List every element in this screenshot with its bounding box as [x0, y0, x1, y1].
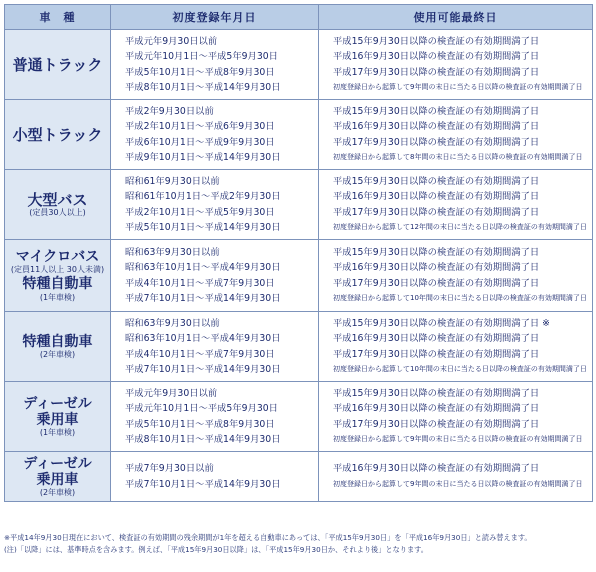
registration-period: 昭和63年9月30日以前 [125, 246, 220, 258]
vehicle-note: (定員30人以上) [29, 208, 86, 217]
registration-period: 平成7年10月1日～平成14年9月30日 [125, 478, 281, 490]
registration-period: 平成9年10月1日～平成14年9月30日 [125, 152, 281, 163]
vehicle-name: 大型バス [27, 191, 88, 209]
vehicle-sub-name: 乗用車 [36, 472, 79, 488]
final-usable-date: 平成17年9月30日以降の検査証の有効期間満了日 [333, 206, 540, 218]
table-row [5, 452, 593, 502]
final-usable-date: 初度登録日から起算して9年間の末日に当たる日以降の検査証の有効期間満了日 [333, 479, 583, 488]
registration-period: 昭和63年10月1日～平成4年9月30日 [125, 333, 281, 344]
registration-period: 平成2年10月1日～平成6年9月30日 [125, 121, 275, 132]
vehicle-name: 普通トラック [12, 55, 103, 74]
table-header-row [5, 5, 593, 30]
footnote-definition: (注)「以降」には、基準時点を含みます。例えば、「平成15年9月30日以降」は、「平成15年9月30日か、それより後」となります。 [4, 545, 428, 554]
final-usable-date: 平成17年9月30日以降の検査証の有効期間満了日 [333, 348, 540, 360]
final-usable-date: 平成17年9月30日以降の検査証の有効期間満了日 [333, 136, 540, 148]
vehicle-name: 小型トラック [12, 125, 103, 144]
registration-cell [111, 312, 319, 382]
final-usable-date: 平成16年9月30日以降の検査証の有効期間満了日 [333, 262, 540, 273]
registration-period: 平成8年10月1日～平成14年9月30日 [125, 434, 281, 445]
registration-period: 平成5年10月1日～平成8年9月30日 [125, 418, 275, 430]
registration-period: 平成6年10月1日～平成9年9月30日 [125, 136, 275, 148]
final-usable-date: 平成15年9月30日以降の検査証の有効期間満了日 [333, 35, 540, 47]
vehicle-cell [5, 30, 111, 100]
table-row [5, 170, 593, 240]
vehicle-cell [5, 452, 111, 502]
final-usable-date: 初度登録日から起算して9年間の末日に当たる日以降の検査証の有効期間満了日 [333, 435, 583, 443]
final-usable-date: 平成16年9月30日以降の検査証の有効期間満了日 [333, 51, 540, 62]
final-usable-date: 平成17年9月30日以降の検査証の有効期間満了日 [333, 66, 540, 78]
registration-period: 平成5年10月1日～平成14年9月30日 [125, 222, 281, 233]
vehicle-sub-name: 乗用車 [36, 412, 79, 428]
vehicle-cell [5, 312, 111, 382]
final-usable-date: 初度登録日から起算して10年間の末日に当たる日以降の検査証の有効期間満了日 [333, 294, 587, 302]
table-row [5, 30, 593, 100]
vehicle-cell [5, 170, 111, 240]
registration-cell [111, 170, 319, 240]
vehicle-cell [5, 382, 111, 452]
registration-period: 平成元年9月30日以前 [125, 387, 218, 399]
table-row [5, 382, 593, 452]
final-usable-date: 初度登録日から起算して9年間の末日に当たる日以降の検査証の有効期間満了日 [333, 83, 583, 91]
final-date-cell [319, 382, 593, 452]
final-usable-date: 平成15年9月30日以降の検査証の有効期間満了日 [333, 387, 540, 399]
vehicle-sub-note: (1年車検) [39, 293, 76, 302]
registration-period: 平成元年9月30日以前 [125, 35, 218, 47]
registration-cell [111, 30, 319, 100]
footnotes [4, 532, 592, 556]
registration-period: 平成2年9月30日以前 [125, 105, 214, 117]
final-usable-date: 平成15年9月30日以降の検査証の有効期間満了日 [333, 175, 540, 187]
final-usable-date: 平成15年9月30日以降の検査証の有効期間満了日 ※ [333, 317, 550, 329]
final-usable-date: 平成16年9月30日以降の検査証の有効期間満了日 [333, 403, 540, 414]
final-usable-date: 平成15年9月30日以降の検査証の有効期間満了日 [333, 246, 540, 258]
registration-period: 昭和63年10月1日～平成4年9月30日 [125, 262, 281, 273]
vehicle-name: ディーゼル [23, 396, 92, 412]
registration-period: 平成8年10月1日～平成14年9月30日 [125, 82, 281, 93]
registration-cell [111, 452, 319, 502]
registration-cell [111, 100, 319, 170]
footnote-asterisk: ※平成14年9月30日現在において、検査証の有効期間の残余期間が1年を超える自動車にあっては、「平成15年9月30日」を「平成16年9月30日」と読み替えます。 [4, 533, 532, 542]
registration-period: 平成2年10月1日～平成5年9月30日 [125, 206, 275, 218]
registration-cell [111, 240, 319, 312]
registration-period: 平成7年9月30日以前 [125, 463, 214, 474]
final-usable-date: 平成15年9月30日以降の検査証の有効期間満了日 [333, 105, 540, 117]
vehicle-cell [5, 240, 111, 312]
final-date-cell [319, 240, 593, 312]
final-usable-date: 平成17年9月30日以降の検査証の有効期間満了日 [333, 277, 540, 289]
header-registration-date: 初度登録年月日 [111, 5, 319, 30]
final-usable-date: 平成16年9月30日以降の検査証の有効期間満了日 [333, 333, 540, 344]
final-usable-date: 初度登録日から起算して8年間の末日に当たる日以降の検査証の有効期間満了日 [333, 153, 583, 161]
vehicle-deadline-table-container [4, 4, 592, 502]
header-final-usable-date: 使用可能最終日 [319, 5, 593, 30]
table-row [5, 240, 593, 312]
final-usable-date: 平成16年9月30日以降の検査証の有効期間満了日 [333, 463, 540, 474]
registration-period: 平成元年10月1日～平成5年9月30日 [125, 403, 278, 414]
vehicle-note: (2年車検) [39, 350, 76, 359]
header-vehicle-type: 車 種 [5, 5, 111, 30]
registration-period: 平成4年10月1日～平成7年9月30日 [125, 277, 275, 289]
final-usable-date: 平成16年9月30日以降の検査証の有効期間満了日 [333, 121, 540, 132]
vehicle-deadline-table [4, 4, 593, 502]
registration-period: 平成7年10月1日～平成14年9月30日 [125, 293, 281, 304]
final-usable-date: 平成17年9月30日以降の検査証の有効期間満了日 [333, 418, 540, 430]
registration-period: 平成4年10月1日～平成7年9月30日 [125, 348, 275, 360]
final-date-cell [319, 100, 593, 170]
table-row [5, 100, 593, 170]
vehicle-sub-note: (2年車検) [39, 488, 76, 497]
registration-period: 平成5年10月1日～平成8年9月30日 [125, 66, 275, 78]
registration-period: 昭和61年9月30日以前 [125, 175, 220, 187]
final-usable-date: 初度登録日から起算して12年間の末日に当たる日以降の検査証の有効期間満了日 [333, 223, 587, 231]
final-date-cell [319, 170, 593, 240]
vehicle-name: ディーゼル [23, 456, 92, 472]
final-date-cell [319, 452, 593, 502]
vehicle-name: 特種自動車 [22, 334, 93, 350]
registration-period: 平成7年10月1日～平成14年9月30日 [125, 364, 281, 375]
registration-period: 昭和61年10月1日～平成2年9月30日 [125, 191, 281, 202]
vehicle-sub-name: 特種自動車 [22, 276, 93, 292]
final-date-cell [319, 312, 593, 382]
vehicle-cell [5, 100, 111, 170]
registration-cell [111, 382, 319, 452]
final-date-cell [319, 30, 593, 100]
vehicle-name: マイクロバス [15, 249, 100, 265]
final-usable-date: 平成16年9月30日以降の検査証の有効期間満了日 [333, 191, 540, 202]
vehicle-note: (定員11人以上 30人未満) [10, 265, 105, 274]
registration-period: 昭和63年9月30日以前 [125, 317, 220, 329]
final-usable-date: 初度登録日から起算して10年間の末日に当たる日以降の検査証の有効期間満了日 [333, 365, 587, 373]
table-row [5, 312, 593, 382]
vehicle-sub-note: (1年車検) [39, 428, 76, 437]
registration-period: 平成元年10月1日～平成5年9月30日 [125, 51, 278, 62]
